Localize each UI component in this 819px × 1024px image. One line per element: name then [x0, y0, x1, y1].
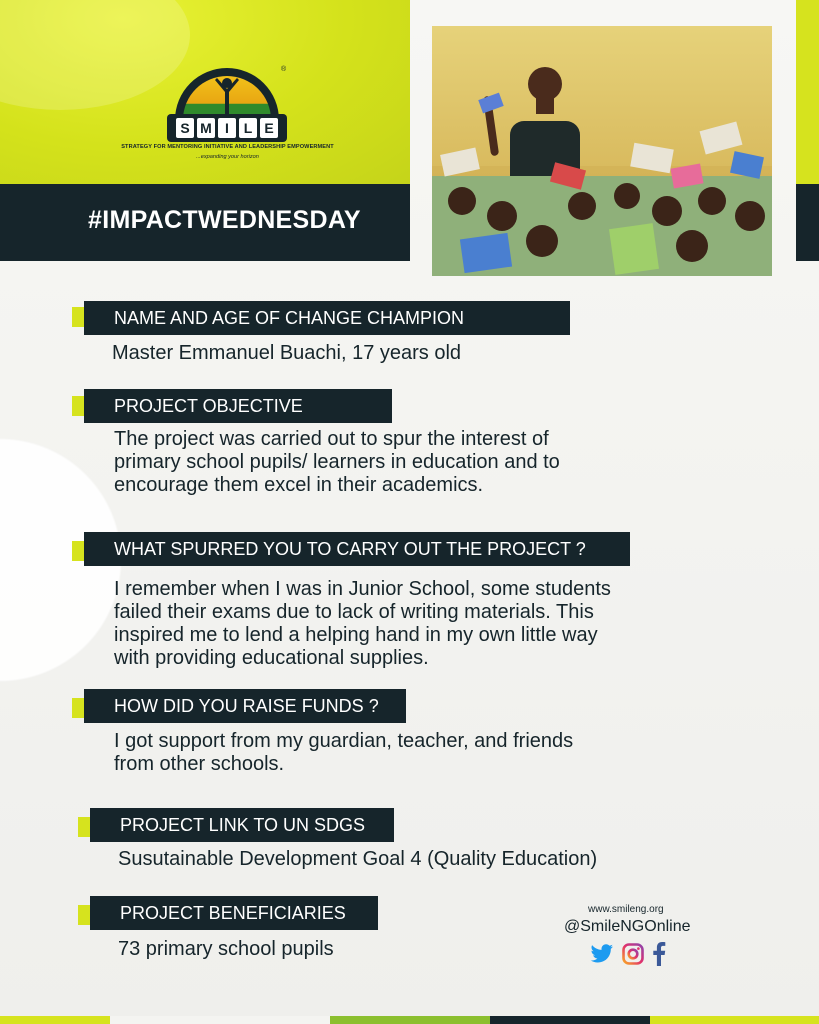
text-line: 73 primary school pupils	[118, 938, 334, 960]
facebook-icon[interactable]	[652, 942, 666, 966]
text-line: from other schools.	[114, 753, 285, 775]
instagram-icon[interactable]	[622, 943, 644, 965]
text-line: failed their exams due to lack of writing materials. This	[114, 601, 594, 623]
label-project-objective: PROJECT OBJECTIVE	[84, 389, 392, 423]
text-line: inspired me to lend a helping hand in my own little way	[114, 624, 598, 646]
answer-what-spurred	[114, 578, 611, 670]
twitter-icon[interactable]	[590, 944, 614, 964]
social-icons	[590, 942, 666, 966]
logo-tagline: STRATEGY FOR MENTORING INITIATIVE AND LEADERSHIP EMPOWERMENT	[121, 144, 334, 150]
website-url[interactable]: www.smileng.org	[588, 904, 664, 915]
logo-letter: M	[197, 118, 215, 138]
text-line: I got support from my guardian, teacher, and friends	[114, 730, 574, 752]
logo-letter: L	[239, 118, 257, 138]
text-line: The project was carried out to spur the interest of	[114, 428, 549, 450]
answer-raise-funds	[114, 730, 573, 776]
text-line: Susutainable Development Goal 4 (Quality Education)	[118, 848, 598, 870]
social-handle[interactable]: @SmileNGOnline	[564, 918, 691, 935]
bottom-color-stripe	[0, 1016, 819, 1024]
answer-un-sdgs	[118, 848, 597, 871]
registered-mark: ®	[281, 66, 287, 73]
accent-strip-dark	[796, 184, 819, 261]
text-line: Master Emmanuel Buachi, 17 years old	[112, 342, 462, 364]
text-line: I remember when I was in Junior School, some students	[114, 578, 611, 600]
text-line: encourage them excel in their academics.	[114, 474, 484, 496]
text-line: with providing educational supplies.	[114, 647, 429, 669]
logo-letter: E	[260, 118, 278, 138]
answer-name-age	[112, 342, 461, 365]
label-un-sdgs: PROJECT LINK TO UN SDGS	[90, 808, 394, 842]
page-title: #IMPACTWEDNESDAY	[88, 206, 361, 234]
label-what-spurred: WHAT SPURRED YOU TO CARRY OUT THE PROJECT ?	[84, 532, 630, 566]
label-name-age: NAME AND AGE OF CHANGE CHAMPION	[84, 301, 570, 335]
logo-letter: S	[176, 118, 194, 138]
label-beneficiaries: PROJECT BENEFICIARIES	[90, 896, 378, 930]
answer-project-objective	[114, 428, 560, 497]
label-raise-funds: HOW DID YOU RAISE FUNDS ?	[84, 689, 406, 723]
logo-letter: I	[218, 118, 236, 138]
logo-wordmark	[167, 114, 287, 142]
smile-logo	[105, 66, 350, 181]
accent-strip-yellow	[796, 0, 819, 184]
text-line: primary school pupils/ learners in education and to	[114, 451, 560, 473]
answer-beneficiaries	[118, 938, 334, 961]
classroom-photo	[432, 26, 772, 276]
classroom-illustration	[432, 26, 772, 276]
logo-subtagline: ...expanding your horizon	[196, 154, 259, 160]
